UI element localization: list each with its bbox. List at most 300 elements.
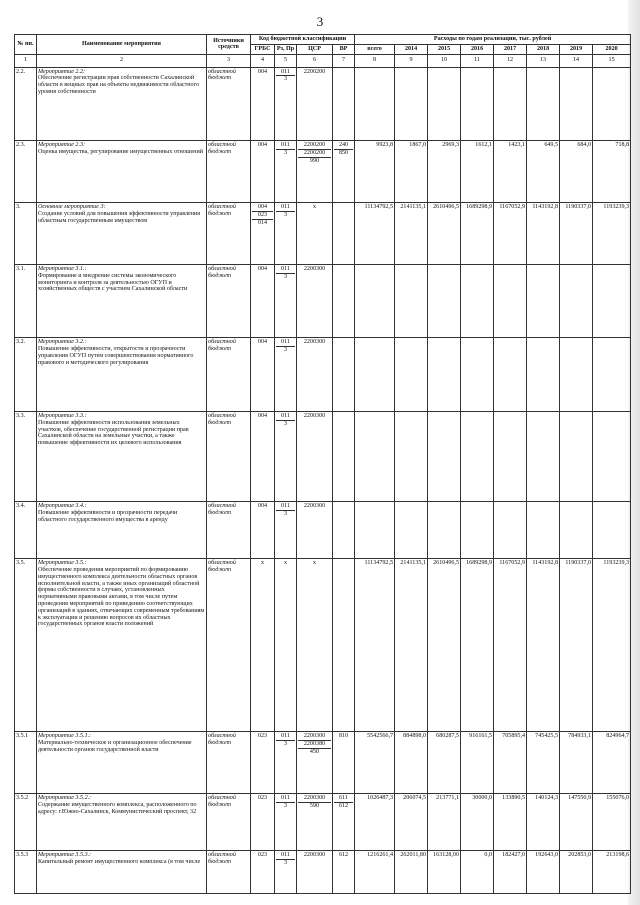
row-y2020 bbox=[593, 502, 631, 559]
row-source: областной бюджет bbox=[207, 67, 251, 141]
row-y2015 bbox=[428, 264, 461, 338]
header-csr: ЦСР bbox=[297, 44, 333, 54]
row-csr-value: 2200380 bbox=[298, 740, 331, 748]
row-y2017-stack bbox=[495, 733, 525, 740]
row-y2015-stack bbox=[429, 852, 459, 859]
row-y2014 bbox=[395, 851, 428, 894]
row-y2016 bbox=[461, 203, 494, 265]
row-y2014 bbox=[395, 264, 428, 338]
row-y2019-value: 147550,9 bbox=[568, 795, 592, 802]
header-year-2018: 2018 bbox=[527, 44, 560, 54]
row-vr bbox=[333, 851, 355, 894]
row-number: 3.2. bbox=[15, 338, 37, 412]
row-y2017-value: 705895,4 bbox=[502, 733, 526, 740]
row-y2018-stack bbox=[528, 852, 558, 859]
row-y2014 bbox=[395, 141, 428, 203]
row-y2017-value: 1167052,9 bbox=[499, 204, 526, 211]
row-rzpr-value: 011 bbox=[281, 68, 290, 75]
row-grbs-stack bbox=[252, 204, 273, 226]
row-y2018 bbox=[527, 264, 560, 338]
row-csr bbox=[297, 502, 333, 559]
row-rzpr-value: 011 bbox=[281, 795, 290, 802]
row-rzpr-value: 3 bbox=[276, 211, 295, 219]
row-y2017-value: 1423,1 bbox=[508, 142, 526, 149]
row-csr bbox=[297, 203, 333, 265]
row-grbs-value: 023 bbox=[252, 211, 273, 219]
row-csr-value: 590 bbox=[298, 802, 331, 810]
row-y2016-stack bbox=[462, 852, 492, 859]
row-csr-value: 2200200 bbox=[298, 149, 331, 157]
row-rzpr-stack bbox=[276, 413, 295, 428]
row-y2017 bbox=[494, 851, 527, 894]
row-y2015 bbox=[428, 502, 461, 559]
row-grbs-value: 004 bbox=[257, 413, 268, 420]
row-grbs-stack bbox=[252, 795, 273, 802]
row-rzpr bbox=[275, 732, 297, 794]
row-number: 3. bbox=[15, 203, 37, 265]
row-rzpr-value: 011 bbox=[281, 503, 290, 510]
row-y2016-value: 30000,0 bbox=[472, 795, 493, 802]
row-number: 3.5.3 bbox=[15, 851, 37, 894]
row-y2016 bbox=[461, 794, 494, 851]
row-y2020 bbox=[593, 264, 631, 338]
row-vr-value: 611 bbox=[339, 795, 348, 802]
row-y2015 bbox=[428, 732, 461, 794]
row-y2014 bbox=[395, 338, 428, 412]
row-rzpr bbox=[275, 141, 297, 203]
row-y2016-stack bbox=[462, 142, 492, 149]
row-description: Создание условий для повышения эффективности управления областным государственным имуществом bbox=[38, 210, 201, 224]
row-total bbox=[355, 67, 395, 141]
row-rzpr-value: 3 bbox=[276, 859, 295, 867]
header-source: Источники средств bbox=[207, 35, 251, 55]
row-y2015 bbox=[428, 851, 461, 894]
row-y2016-stack bbox=[462, 733, 492, 740]
row-grbs bbox=[251, 794, 275, 851]
row-rzpr bbox=[275, 264, 297, 338]
row-y2014-value: 884898,0 bbox=[403, 733, 427, 740]
row-name bbox=[37, 338, 207, 412]
row-y2018-value: 1143192,8 bbox=[532, 560, 559, 567]
row-y2015-value: 2610496,5 bbox=[433, 204, 460, 211]
row-y2015-value: 163128,00 bbox=[433, 852, 460, 859]
row-y2014-stack bbox=[396, 795, 426, 802]
row-y2019-value: 784933,1 bbox=[568, 733, 592, 740]
row-csr bbox=[297, 559, 333, 732]
row-name bbox=[37, 794, 207, 851]
row-rzpr-value: 3 bbox=[276, 273, 295, 281]
row-y2019-stack bbox=[561, 733, 591, 740]
header-rzpr: Рз, Пр bbox=[275, 44, 297, 54]
row-y2014-stack bbox=[396, 733, 426, 740]
row-total bbox=[355, 338, 395, 412]
row-y2015-stack bbox=[429, 795, 459, 802]
row-source: областной бюджет bbox=[207, 264, 251, 338]
row-title: Мероприятие 2.2: bbox=[38, 68, 86, 75]
row-y2019 bbox=[560, 264, 593, 338]
row-y2017 bbox=[494, 141, 527, 203]
row-y2019 bbox=[560, 559, 593, 732]
row-source: областной бюджет bbox=[207, 412, 251, 502]
row-name bbox=[37, 141, 207, 203]
row-total: 5542566,7 bbox=[355, 732, 395, 794]
row-y2014-value: 1867,0 bbox=[409, 142, 427, 149]
row-rzpr-stack bbox=[276, 69, 295, 84]
table-row bbox=[15, 338, 631, 412]
row-y2020 bbox=[593, 338, 631, 412]
row-grbs-stack bbox=[252, 560, 273, 567]
row-vr-value: 810 bbox=[338, 733, 349, 740]
table-body bbox=[15, 67, 631, 893]
row-y2020: 155076,0 bbox=[593, 794, 631, 851]
row-y2016 bbox=[461, 338, 494, 412]
header-year-2015: 2015 bbox=[428, 44, 461, 54]
row-csr bbox=[297, 412, 333, 502]
row-grbs bbox=[251, 338, 275, 412]
row-y2014 bbox=[395, 502, 428, 559]
column-number: 5 bbox=[275, 54, 297, 67]
row-y2019 bbox=[560, 203, 593, 265]
row-y2015-stack bbox=[429, 560, 459, 567]
row-name bbox=[37, 559, 207, 732]
row-rzpr-value: 3 bbox=[276, 149, 295, 157]
row-rzpr bbox=[275, 67, 297, 141]
row-rzpr-value: 3 bbox=[276, 75, 295, 83]
row-title: Мероприятие 3.2.: bbox=[38, 339, 87, 346]
header-year-total: всего bbox=[355, 44, 395, 54]
row-y2017 bbox=[494, 412, 527, 502]
row-y2019-stack bbox=[561, 560, 591, 567]
row-y2020 bbox=[593, 412, 631, 502]
row-csr-value: 450 bbox=[298, 748, 331, 756]
row-y2015 bbox=[428, 412, 461, 502]
row-rzpr-value: 3 bbox=[276, 802, 295, 810]
row-grbs-stack bbox=[252, 733, 273, 740]
row-rzpr bbox=[275, 559, 297, 732]
row-y2019 bbox=[560, 851, 593, 894]
table-row bbox=[15, 141, 631, 203]
row-name bbox=[37, 502, 207, 559]
row-y2017 bbox=[494, 794, 527, 851]
row-y2019 bbox=[560, 141, 593, 203]
row-y2018 bbox=[527, 732, 560, 794]
row-csr bbox=[297, 141, 333, 203]
row-grbs-value: x bbox=[260, 560, 265, 567]
row-grbs-value: 004 bbox=[257, 142, 268, 149]
row-csr bbox=[297, 732, 333, 794]
row-csr-value: 2200300 bbox=[303, 795, 326, 802]
row-y2018 bbox=[527, 67, 560, 141]
row-y2018-value: 192643,0 bbox=[535, 852, 559, 859]
row-y2014 bbox=[395, 412, 428, 502]
header-name: Наименование мероприятия bbox=[37, 35, 207, 55]
row-y2014-stack bbox=[396, 142, 426, 149]
row-y2015-stack bbox=[429, 204, 459, 211]
row-y2016-value: 916161,5 bbox=[469, 733, 493, 740]
row-y2017-stack bbox=[495, 795, 525, 802]
row-csr-stack bbox=[298, 339, 331, 346]
row-grbs bbox=[251, 851, 275, 894]
row-source: областной бюджет bbox=[207, 559, 251, 732]
row-y2019-value: 1190337,0 bbox=[565, 560, 592, 567]
column-number: 1 bbox=[15, 54, 37, 67]
row-rzpr-stack bbox=[276, 852, 295, 867]
row-grbs-stack bbox=[252, 142, 273, 149]
row-rzpr bbox=[275, 203, 297, 265]
table-row bbox=[15, 794, 631, 851]
row-title: Мероприятие 3.4.: bbox=[38, 503, 87, 510]
row-number: 2.3. bbox=[15, 141, 37, 203]
row-grbs bbox=[251, 559, 275, 732]
row-y2018-value: 649,5 bbox=[544, 142, 559, 149]
row-number: 3.5. bbox=[15, 559, 37, 732]
column-number: 3 bbox=[207, 54, 251, 67]
row-y2020: 824964,7 bbox=[593, 732, 631, 794]
row-y2016 bbox=[461, 502, 494, 559]
row-y2019-stack bbox=[561, 852, 591, 859]
row-rzpr-value: x bbox=[283, 560, 288, 567]
row-grbs bbox=[251, 141, 275, 203]
row-vr bbox=[333, 338, 355, 412]
row-grbs-value: 023 bbox=[257, 852, 268, 859]
header-year-2020: 2020 bbox=[593, 44, 631, 54]
row-rzpr-value: 3 bbox=[276, 420, 295, 428]
row-y2019-stack bbox=[561, 204, 591, 211]
row-y2017 bbox=[494, 264, 527, 338]
row-vr bbox=[333, 559, 355, 732]
row-total: 9923,8 bbox=[355, 141, 395, 203]
header-vr: ВР bbox=[333, 44, 355, 54]
table-row bbox=[15, 203, 631, 265]
row-rzpr-stack bbox=[276, 204, 295, 219]
row-y2014 bbox=[395, 559, 428, 732]
row-y2014-stack bbox=[396, 852, 426, 859]
row-grbs-value: 023 bbox=[257, 733, 268, 740]
row-rzpr-stack bbox=[276, 795, 295, 810]
row-y2015 bbox=[428, 338, 461, 412]
row-vr bbox=[333, 141, 355, 203]
row-total: 1216261,4 bbox=[355, 851, 395, 894]
row-y2017 bbox=[494, 502, 527, 559]
row-y2016-stack bbox=[462, 560, 492, 567]
row-y2019 bbox=[560, 794, 593, 851]
budget-table-wrapper bbox=[14, 34, 630, 894]
column-number: 15 bbox=[593, 54, 631, 67]
row-y2018 bbox=[527, 141, 560, 203]
row-csr-stack bbox=[298, 560, 331, 567]
row-title: Мероприятие 2.3: bbox=[38, 142, 86, 149]
row-rzpr-stack bbox=[276, 339, 295, 354]
row-y2014-value: 2141135,1 bbox=[400, 560, 427, 567]
row-y2019-value: 684,0 bbox=[577, 142, 592, 149]
row-y2020: 1193239,3 bbox=[593, 559, 631, 732]
row-description: Содержание имущественного комплекса, расположенного по адресу: г.Южно-Сахалинск, Коммунистический проспект, 32 bbox=[38, 801, 197, 815]
row-y2016-value: 1612,1 bbox=[475, 142, 493, 149]
row-y2016 bbox=[461, 264, 494, 338]
row-y2017-value: 133890,5 bbox=[502, 795, 526, 802]
row-y2017-stack bbox=[495, 852, 525, 859]
row-vr-value: 240 bbox=[338, 142, 349, 149]
row-title: Мероприятие 3.3.: bbox=[38, 413, 87, 420]
row-y2018-stack bbox=[528, 795, 558, 802]
row-y2017 bbox=[494, 203, 527, 265]
row-rzpr bbox=[275, 412, 297, 502]
row-grbs-value: 004 bbox=[257, 339, 268, 346]
row-vr bbox=[333, 732, 355, 794]
row-vr-stack bbox=[334, 142, 353, 157]
row-description: Повышение эффективности использования земельных участков, обеспечение государственной регистрации прав Сахалинской области на земельные участки, а также повышение эффективности их целевого использования bbox=[38, 419, 189, 447]
table-row bbox=[15, 502, 631, 559]
row-y2016 bbox=[461, 67, 494, 141]
row-grbs bbox=[251, 203, 275, 265]
row-csr-stack bbox=[298, 852, 331, 859]
row-number: 3.4. bbox=[15, 502, 37, 559]
row-name bbox=[37, 732, 207, 794]
row-rzpr-value: 011 bbox=[281, 265, 290, 272]
row-csr-stack bbox=[298, 733, 331, 755]
row-rzpr-stack bbox=[276, 266, 295, 281]
row-csr-value: 2200300 bbox=[303, 413, 326, 420]
column-number: 14 bbox=[560, 54, 593, 67]
row-title: Основное мероприятие 3: bbox=[38, 204, 106, 211]
row-y2014 bbox=[395, 794, 428, 851]
column-number: 13 bbox=[527, 54, 560, 67]
row-y2019 bbox=[560, 338, 593, 412]
row-description: Повышение эффективности, открытости и прозрачности управления ОГУП путем совершенствования нормативного правового и методического регулирования bbox=[38, 346, 194, 366]
row-rzpr-value: 011 bbox=[281, 733, 290, 740]
row-rzpr bbox=[275, 502, 297, 559]
row-y2016 bbox=[461, 141, 494, 203]
row-rzpr-stack bbox=[276, 733, 295, 748]
row-rzpr-stack bbox=[276, 560, 295, 567]
row-y2018-stack bbox=[528, 204, 558, 211]
row-title: Мероприятие 3.5.2.: bbox=[38, 795, 92, 802]
row-csr-value: 2200300 bbox=[303, 852, 326, 859]
row-grbs-stack bbox=[252, 413, 273, 420]
row-y2019 bbox=[560, 732, 593, 794]
row-rzpr-value: 011 bbox=[281, 142, 290, 149]
column-number: 6 bbox=[297, 54, 333, 67]
column-number: 11 bbox=[461, 54, 494, 67]
row-vr bbox=[333, 264, 355, 338]
row-description: Повышение эффективности и прозрачности передачи областного государственного имущества в аренду bbox=[38, 509, 178, 523]
table-row bbox=[15, 412, 631, 502]
row-y2015-value: 213771,1 bbox=[436, 795, 460, 802]
row-source: областной бюджет bbox=[207, 502, 251, 559]
row-rzpr bbox=[275, 794, 297, 851]
row-y2015-value: 2969,3 bbox=[442, 142, 460, 149]
row-title: Мероприятие 3.1.: bbox=[38, 265, 87, 272]
column-number: 2 bbox=[37, 54, 207, 67]
row-grbs-value: 014 bbox=[252, 219, 273, 227]
row-grbs-value: 004 bbox=[257, 68, 268, 75]
row-csr-value: 2200300 bbox=[303, 733, 326, 740]
row-rzpr-value: 3 bbox=[276, 510, 295, 518]
row-vr-stack bbox=[334, 852, 353, 859]
row-csr-stack bbox=[298, 413, 331, 420]
column-number: 7 bbox=[333, 54, 355, 67]
row-csr-value: x bbox=[312, 204, 317, 211]
row-csr bbox=[297, 851, 333, 894]
row-y2017 bbox=[494, 732, 527, 794]
row-title: Мероприятие 3.5.: bbox=[38, 560, 87, 567]
column-number-row bbox=[15, 54, 631, 67]
table-row bbox=[15, 559, 631, 732]
header-expenses: Расходы по годам реализации, тыс. рублей bbox=[355, 35, 631, 45]
row-grbs bbox=[251, 264, 275, 338]
row-y2015-value: 680287,5 bbox=[436, 733, 460, 740]
row-vr-value: 850 bbox=[334, 149, 353, 157]
row-rzpr bbox=[275, 851, 297, 894]
row-title: Мероприятие 3.5.3.: bbox=[38, 852, 92, 859]
row-y2019 bbox=[560, 502, 593, 559]
row-grbs-stack bbox=[252, 266, 273, 273]
row-description: Материально-техническое и организационное обеспечение деятельности органов государственной власти bbox=[38, 739, 192, 753]
row-y2017 bbox=[494, 338, 527, 412]
row-y2017-stack bbox=[495, 142, 525, 149]
column-number: 8 bbox=[355, 54, 395, 67]
row-y2019-stack bbox=[561, 795, 591, 802]
row-grbs-value: 004 bbox=[257, 265, 268, 272]
row-source: областной бюджет bbox=[207, 141, 251, 203]
row-csr-value: x bbox=[312, 560, 317, 567]
page-number: 3 bbox=[316, 14, 324, 29]
row-name bbox=[37, 264, 207, 338]
row-csr bbox=[297, 794, 333, 851]
row-csr-stack bbox=[298, 69, 331, 76]
row-y2019-value: 202853,0 bbox=[568, 852, 592, 859]
row-title: Мероприятие 3.5.1.: bbox=[38, 733, 92, 740]
row-rzpr-stack bbox=[276, 503, 295, 518]
row-description: Формирование и внедрение системы экономического мониторинга и контроля за деятельностью ОГУП и хозяйственных обществ с участием Сахалинской области bbox=[38, 272, 188, 293]
table-header bbox=[15, 35, 631, 68]
row-y2014-value: 262011,80 bbox=[400, 852, 427, 859]
row-vr-value: 612 bbox=[334, 802, 353, 810]
row-source: областной бюджет bbox=[207, 338, 251, 412]
row-number: 3.5.1 bbox=[15, 732, 37, 794]
row-y2019-stack bbox=[561, 142, 591, 149]
row-y2017 bbox=[494, 67, 527, 141]
row-csr-stack bbox=[298, 142, 331, 164]
row-y2020: 718,8 bbox=[593, 141, 631, 203]
row-y2018-value: 745425,5 bbox=[535, 733, 559, 740]
row-y2017-stack bbox=[495, 204, 525, 211]
row-y2019 bbox=[560, 67, 593, 141]
row-y2017 bbox=[494, 559, 527, 732]
row-grbs bbox=[251, 412, 275, 502]
row-csr-value: 2200200 bbox=[303, 142, 326, 149]
row-y2018-value: 140124,3 bbox=[535, 795, 559, 802]
table-row bbox=[15, 67, 631, 141]
row-y2018 bbox=[527, 338, 560, 412]
row-y2014 bbox=[395, 67, 428, 141]
row-y2018-value: 1143192,8 bbox=[532, 204, 559, 211]
row-y2017-value: 1167052,9 bbox=[499, 560, 526, 567]
row-y2018-stack bbox=[528, 142, 558, 149]
row-y2015 bbox=[428, 203, 461, 265]
row-csr bbox=[297, 67, 333, 141]
row-y2016-value: 1689298,9 bbox=[466, 560, 493, 567]
row-y2014-value: 206074,5 bbox=[403, 795, 427, 802]
row-source: областной бюджет bbox=[207, 732, 251, 794]
row-vr-stack bbox=[334, 795, 353, 810]
row-y2016 bbox=[461, 559, 494, 732]
header-grbs: ГРБС bbox=[251, 44, 275, 54]
row-vr bbox=[333, 67, 355, 141]
row-y2018 bbox=[527, 203, 560, 265]
row-description: Обеспечение регистрации прав собственности Сахалинской области в вещных прав на объекты недвижимости областного уровня собственности bbox=[38, 75, 199, 96]
row-csr-stack bbox=[298, 503, 331, 510]
